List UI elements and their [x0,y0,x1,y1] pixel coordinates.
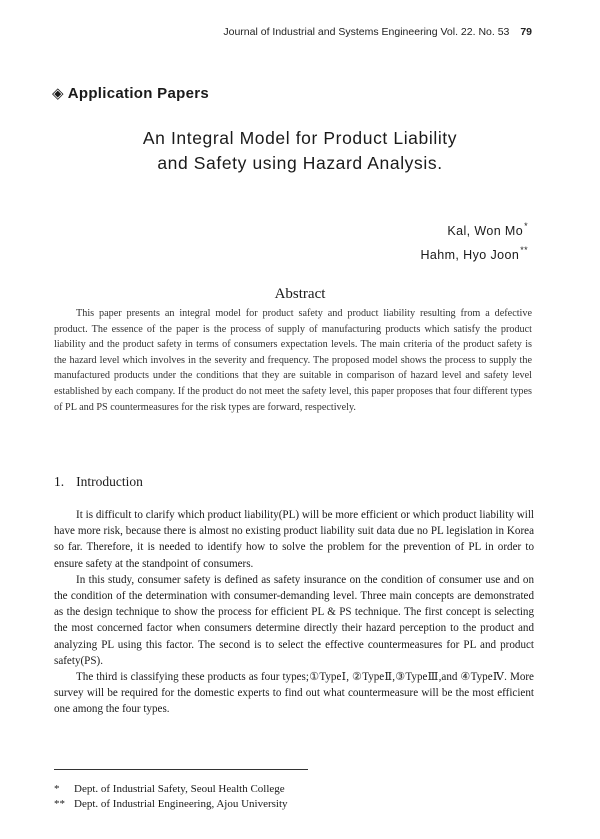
footnote [54,797,288,812]
author-2 [420,241,528,265]
running-header [223,26,532,38]
footnote-text: Dept. of Industrial Engineering, Ajou University [74,797,288,810]
paper-title [0,126,600,176]
page-number: 79 [520,26,532,38]
footnote-mark: * [54,783,60,795]
section-heading-introduction [54,474,143,490]
footnote-divider [54,769,308,770]
title-line-2: and Safety using Hazard Analysis. [157,153,443,173]
author-name: Hahm, Hyo Joon [420,248,520,262]
footnote [54,782,288,797]
footnote-text: Dept. of Industrial Safety, Seoul Health College [74,783,285,795]
author-mark: ** [520,245,528,255]
author-1 [420,217,528,241]
abstract-text: This paper presents an integral model for product safety and product liability resulting from a defective product. The essence of the paper is the process of supply of manufacturing products which satisfy the product liability and the product safety in terms of consumers expectation levels. The main criteria of the product safety is the hazard level which involves in the severity and frequency. The proposed model shows the process to supply the manufactured products under the conditions that they are suitable in comparison of hazard level and safety level established by each company. If the product do not meet the safety level, this paper proposes that four different types of PL and PS countermeasures for the risk types are forward, respectively. [54,308,532,413]
journal-info: Journal of Industrial and Systems Engineering Vol. 22. No. 53 [223,26,510,38]
paragraph: In this study, consumer safety is defined as safety insurance on the condition of consumer use and on the condition of the determination with consumer-demanding level. Three main concepts are demonstrated as the design technique to show the process for efficient PL & PS technique. The first concept is selecting the most concerned factor when consumers determine directly their hazard perception to the product and analyzing PL using this factor. The second is to select the effective countermeasures for PL and product safety(PS). [54,573,534,667]
title-line-1: An Integral Model for Product Liability [142,128,458,148]
author-name: Kal, Won Mo [447,224,524,238]
section-tag: ◈ Application Papers [52,85,210,102]
footnotes [54,782,288,811]
section-number: 1. [54,474,65,489]
author-list [420,217,528,265]
paragraph: It is difficult to clarify which product liability(PL) will be more efficient or which product liability will have more risk, because there is almost no existing product liability suit data due no PL legislation in Korea so far. Therefore, it is needed to identify how to solve the problem for the prevention of PL in order to ensure safety at the standpoint of consumers. [54,509,534,570]
paragraph: The third is classifying these products as four types;①TypeⅠ, ②TypeⅡ,③TypeⅢ,and ④TypeⅣ. More survey will be required for the domestic experts to find out what countermeasure will be the most efficient one among the four types. [54,671,534,716]
introduction-body [54,507,534,718]
footnote-mark: ** [54,797,65,810]
author-mark: * [524,221,528,231]
abstract-heading: Abstract [274,286,326,302]
section-title: Introduction [76,474,143,489]
